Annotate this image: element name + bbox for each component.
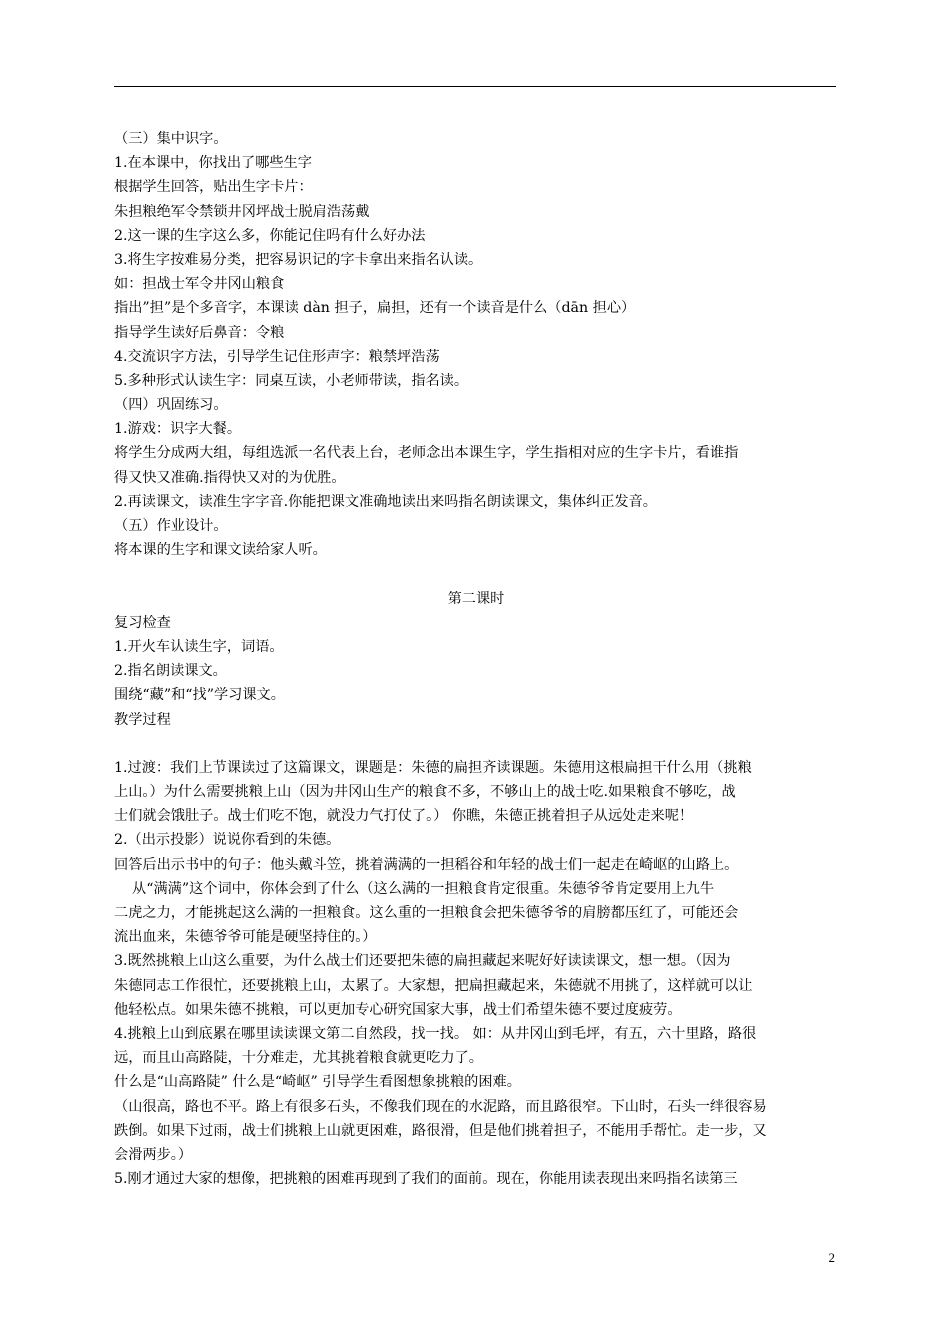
- text-line: 指出”担”是个多音字，本课读 dàn 担子，扁担，还有一个读音是什么（dān 担心）: [114, 300, 636, 317]
- text-line: 流出血来，朱德爷爷可能是硬坚持住的。）: [114, 929, 377, 946]
- text-line: 2.再读课文，读准生字字音.你能把课文准确地读出来吗指名朗读课文，集体纠正发音。: [114, 493, 657, 510]
- blank-line: [114, 732, 838, 756]
- text-line: 他轻松点。如果朱德不挑粮，可以更加专心研究国家大事，战士们希望朱德不要过度疲劳。: [114, 1001, 682, 1018]
- text-line: 2.指名朗读课文。: [114, 663, 227, 680]
- text-line: 3.既然挑粮上山这么重要，为什么战士们还要把朱德的扁担藏起来呢好好读读课文，想一想。（因为: [114, 953, 731, 970]
- text-line: 教学过程: [114, 711, 171, 728]
- text-line: 3.将生字按难易分类，把容易识记的字卡拿出来指名认读。: [114, 251, 483, 268]
- text-line: 回答后出示书中的句子：他头戴斗笠，挑着满满的一担稻谷和年轻的战士们一起走在崎岖的山路上。: [114, 856, 739, 873]
- text-line: 从“满满”这个词中，你体会到了什么（这么满的一担粮食肯定很重。朱德爷爷肯定要用上九牛: [114, 880, 715, 897]
- section-heading-5: （五）作业设计。: [114, 518, 228, 534]
- text-line: 2.（出示投影）说说你看到的朱德。: [114, 832, 341, 849]
- text-line: 远，而且山高路陡，十分难走，尤其挑着粮食就更吃力了。: [114, 1050, 483, 1067]
- text-line: 二虎之力，才能挑起这么满的一担粮食。这么重的一担粮食会把朱德爷爷的肩膀都压红了，可能还会: [114, 905, 739, 921]
- text-line: 会滑两步。）: [114, 1146, 193, 1163]
- text-line: 朱担粮绝军令禁锁井冈坪战士脱肩浩荡戴: [114, 203, 370, 220]
- text-line: 跌倒。如果下过雨，战士们挑粮上山就更困难，路很滑，但是他们挑着担子，不能用手帮忙。走一步，又: [114, 1122, 767, 1139]
- text-line: 朱德同志工作很忙，还要挑粮上山，太累了。大家想，把扁担藏起来，朱德就不用挑了，这样就可以让: [114, 977, 753, 994]
- text-line: 根据学生回答，贴出生字卡片：: [114, 179, 313, 196]
- header-rule: [114, 86, 836, 87]
- text-line: （山很高，路也不平。路上有很多石头，不像我们现在的水泥路，而且路很窄。下山时，石头一绊很容易: [114, 1098, 767, 1115]
- text-line: 4.交流识字方法，引导学生记住形声字：粮禁坪浩荡: [114, 348, 440, 365]
- document-body: [114, 127, 838, 1191]
- text-line: 围绕“藏”和“找”学习课文。: [114, 687, 285, 704]
- text-line: 1.过渡：我们上节课读过了这篇课文，课题是：朱德的扁担齐读课题。朱德用这根扁担干什么用（挑粮: [114, 759, 752, 776]
- text-line: 将本课的生字和课文读给家人听。: [114, 542, 327, 559]
- text-line: 1.开火车认读生字，词语。: [114, 638, 284, 655]
- page-number: 2: [828, 1250, 835, 1265]
- text-line: 士们就会饿肚子。战士们吃不饱，就没力气打仗了。） 你瞧，朱德正挑着担子从远处走来呢！: [114, 808, 694, 825]
- text-line: 1.在本课中，你找出了哪些生字: [114, 155, 312, 172]
- text-line: 上山。）为什么需要挑粮上山（因为井冈山生产的粮食不多，不够山上的战士吃.如果粮食不够吃，战: [114, 784, 736, 801]
- text-line: 什么是“山高路陡” 什么是“崎岖” 引导学生看图想象挑粮的困难。: [114, 1074, 521, 1091]
- text-line: 2.这一课的生字这么多，你能记住吗有什么好办法: [114, 227, 426, 244]
- text-line: 将学生分成两大组，每组选派一名代表上台，老师念出本课生字，学生指相对应的生字卡片，看谁指: [114, 445, 739, 462]
- section-heading-4: （四）巩固练习。: [114, 397, 228, 414]
- blank-line: [114, 562, 838, 586]
- text-line: 得又快又准确.指得快又对的为优胜。: [114, 469, 346, 486]
- text-line: 4.挑粮上山到底累在哪里读读课文第二自然段，找一找。 如：从井冈山到毛坪，有五，六十里路，路很: [114, 1025, 757, 1042]
- text-line: 5.多种形式认读生字：同桌互读，小老师带读，指名读。: [114, 372, 469, 389]
- section-heading-3: （三）集中识字。: [114, 131, 228, 147]
- lesson-title: 第二课时: [447, 590, 505, 607]
- text-line: 1.游戏：识字大餐。: [114, 421, 242, 438]
- text-line: 5.刚才通过大家的想像，把挑粮的困难再现到了我们的面前。现在，你能用读表现出来吗指名读第三: [114, 1171, 738, 1188]
- text-line: 指导学生读好后鼻音：令粮: [114, 324, 285, 341]
- text-line: 复习检查: [114, 614, 171, 631]
- text-line: 如：担战士军令井冈山粮食: [114, 276, 285, 293]
